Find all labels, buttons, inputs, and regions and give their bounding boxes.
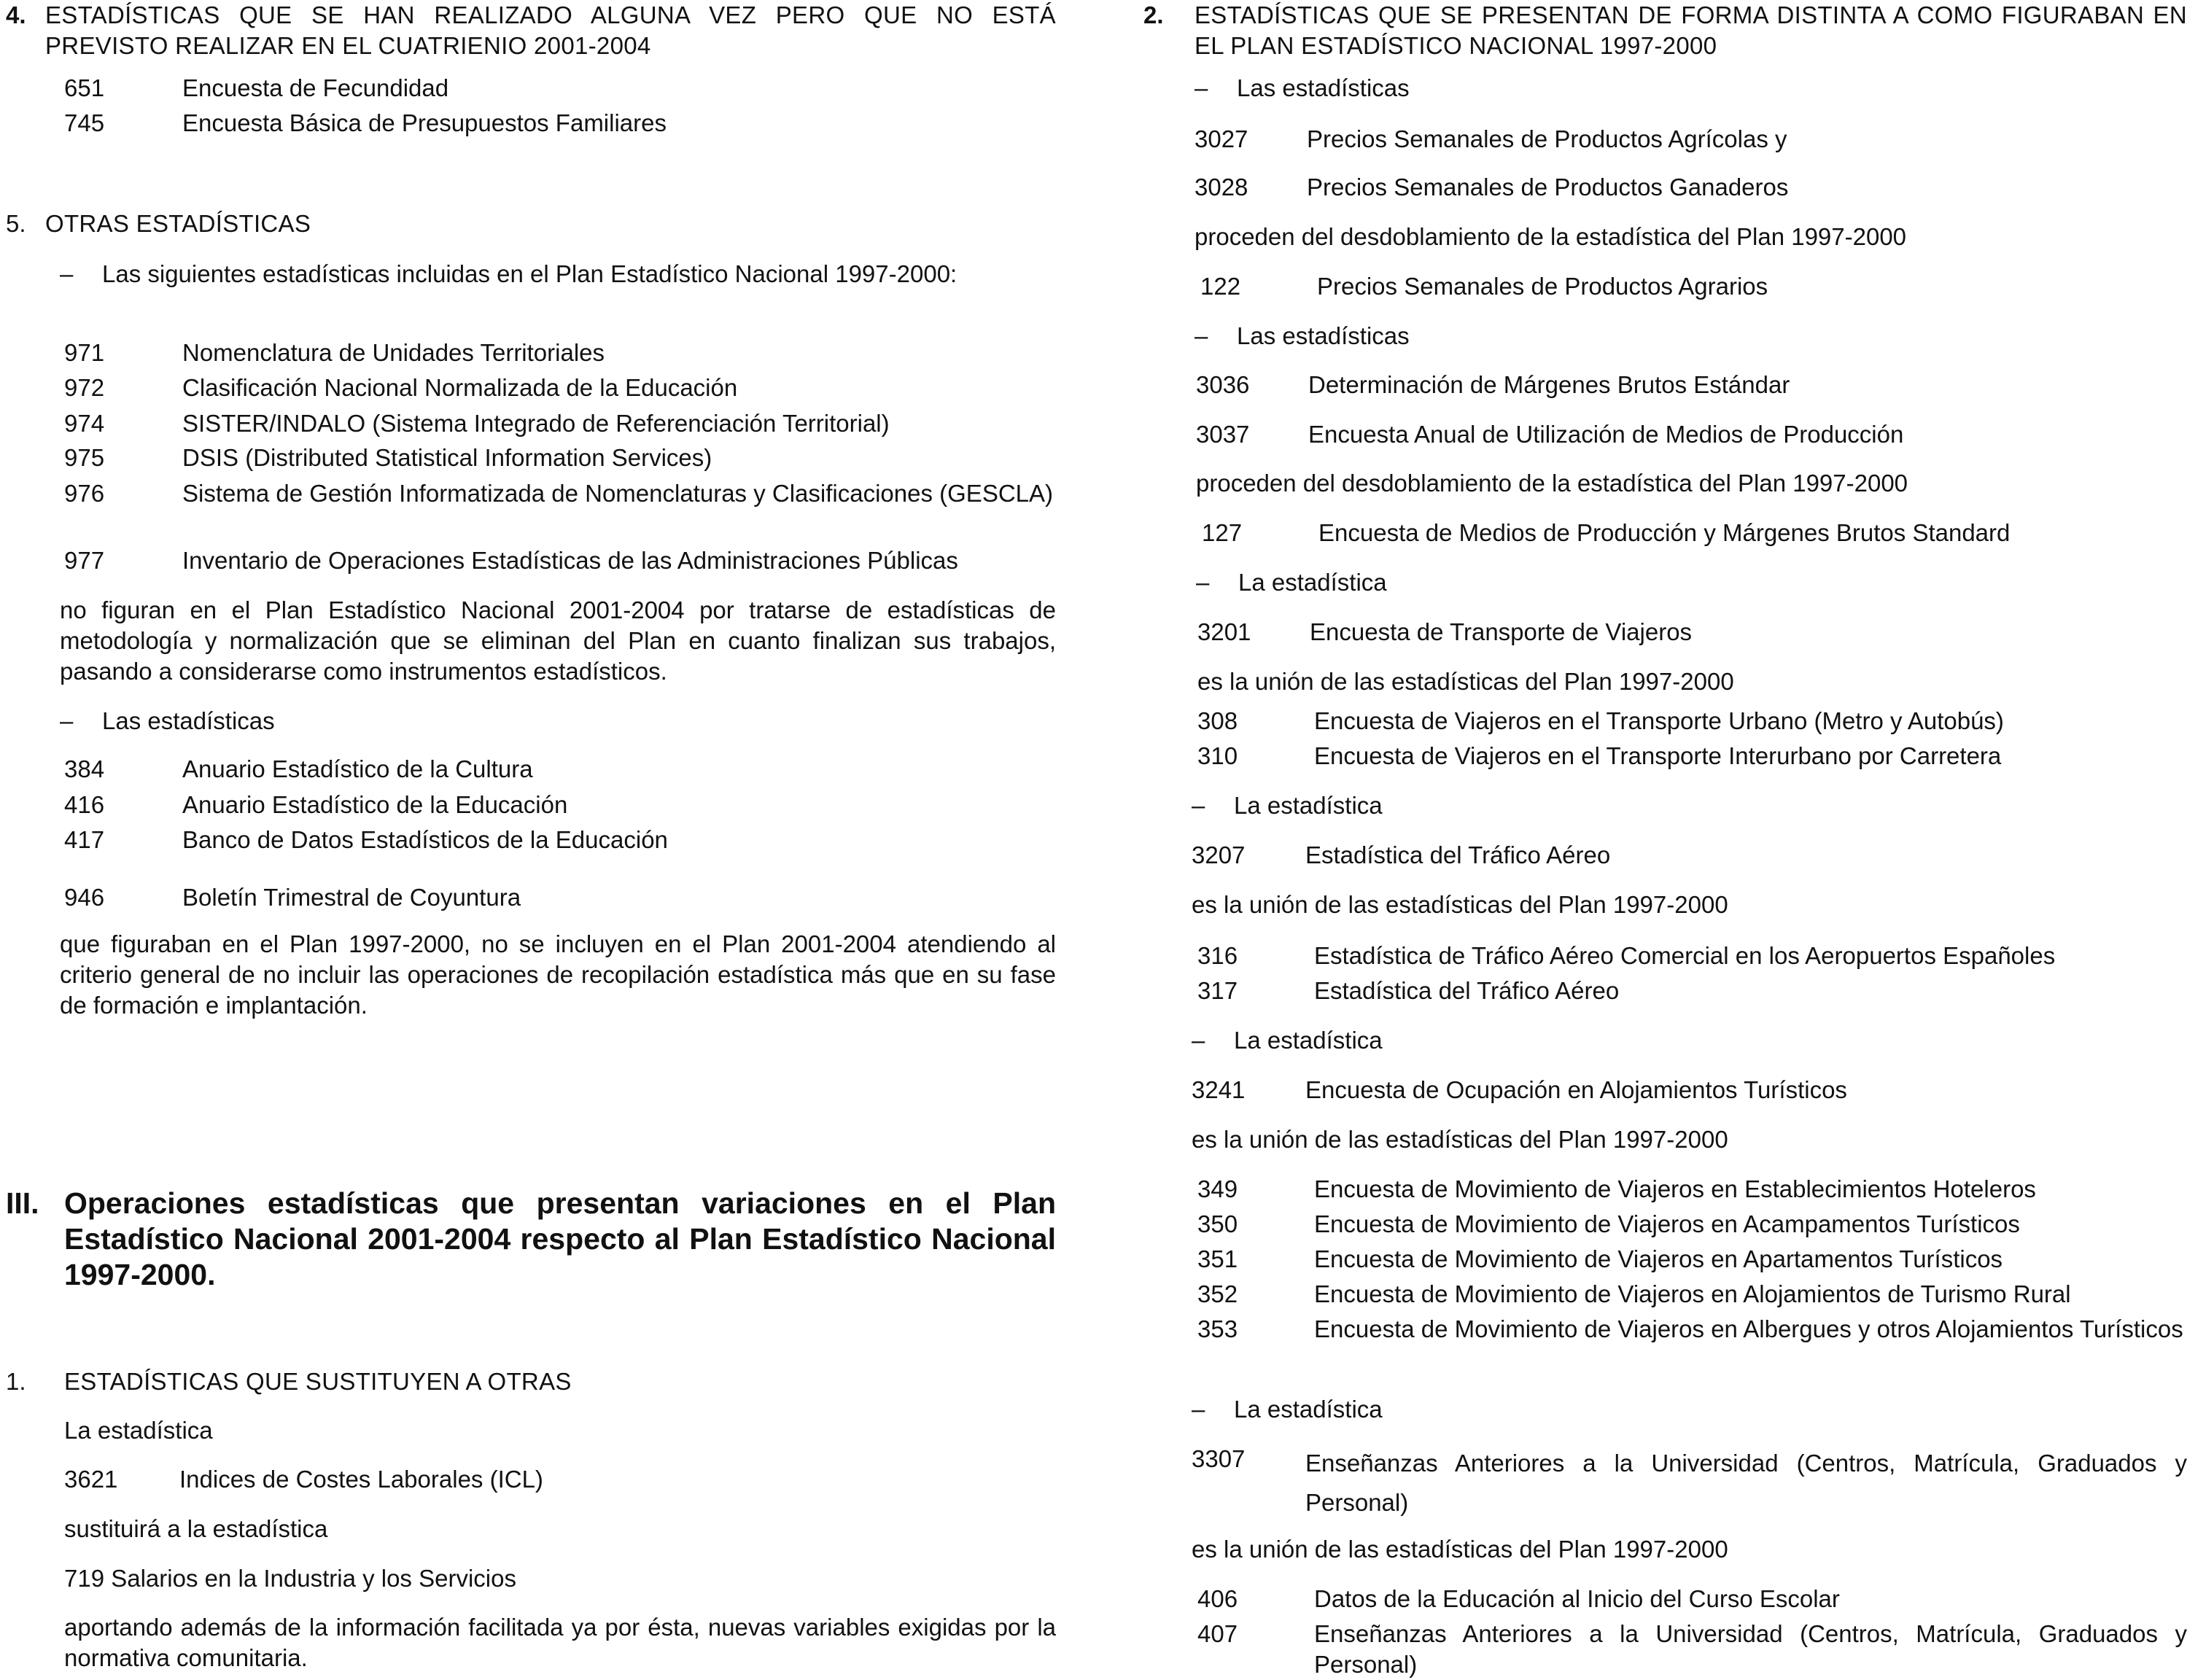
- la-estadistica-label: La estadística: [1234, 792, 1383, 819]
- item-name: Banco de Datos Estadísticos de la Educación: [182, 826, 668, 853]
- item-name: Anuario Estadístico de la Educación: [182, 791, 568, 818]
- item-code: 3036: [1196, 371, 1250, 398]
- item-code: 406: [1197, 1585, 1238, 1612]
- section-5-intro: Las siguientes estadísticas incluidas en el Plan Estadístico Nacional 1997-2000:: [102, 260, 957, 287]
- item-code: 310: [1197, 742, 1238, 769]
- item-code: 317: [1197, 977, 1238, 1004]
- left-column: [0, 0, 1065, 1677]
- item-name: Estadística del Tráfico Aéreo: [1314, 977, 1620, 1004]
- item-name: Clasificación Nacional Normalizada de la Educación: [182, 374, 738, 401]
- item-name: Boletín Trimestral de Coyuntura: [182, 884, 521, 911]
- section-1-title: ESTADÍSTICAS QUE SUSTITUYEN A OTRAS: [64, 1368, 572, 1395]
- item-code: 975: [64, 444, 105, 471]
- item-code: 350: [1197, 1210, 1238, 1237]
- section-III-number: III.: [6, 1186, 39, 1220]
- las-estadisticas-label: Las estadísticas: [1237, 74, 1410, 101]
- item-name: Encuesta de Viajeros en el Transporte Urbano (Metro y Autobús): [1314, 707, 2004, 734]
- item-code: 3027: [1195, 125, 1248, 152]
- item-name: Encuesta de Movimiento de Viajeros en Establecimientos Hoteleros: [1314, 1175, 2036, 1202]
- item-code: 977: [64, 547, 105, 574]
- item-code: 974: [64, 410, 105, 437]
- sustituira-label: sustituirá a la estadística: [64, 1515, 328, 1542]
- item-code: 3307: [1192, 1445, 1246, 1472]
- union-label: es la unión de las estadísticas del Plan 1997-2000: [1197, 668, 1734, 695]
- item-name: Enseñanzas Anteriores a la Universidad (Centros, Matrícula, Graduados y Personal): [1314, 1620, 2187, 1678]
- la-estadistica-label: La estadística: [64, 1417, 213, 1444]
- item-code: 353: [1197, 1315, 1238, 1342]
- item-name: Encuesta de Viajeros en el Transporte Interurbano por Carretera: [1314, 742, 2002, 769]
- replaced-item: 719 Salarios en la Industria y los Servicios: [64, 1565, 516, 1592]
- dash: –: [60, 260, 74, 287]
- item-name: Determinación de Márgenes Brutos Estándar: [1308, 371, 1790, 398]
- section-III-title: Operaciones estadísticas que presentan variaciones en el Plan Estadístico Nacional 2001-2004 respecto al Plan Estadístico Nacional 1997-2000.: [64, 1186, 1056, 1291]
- dash: –: [1192, 1396, 1205, 1423]
- proceden-label: proceden del desdoblamiento de la estadística del Plan 1997-2000: [1196, 470, 1908, 497]
- item-code: 3028: [1195, 174, 1248, 201]
- section-4-number: 4.: [6, 1, 26, 28]
- item-name: Nomenclatura de Unidades Territoriales: [182, 339, 605, 366]
- dash: –: [1192, 792, 1205, 819]
- item-code: 416: [64, 791, 105, 818]
- section-1-paragraph: aportando además de la información facilitada ya por ésta, nuevas variables exigidas por la normativa comunitaria.: [64, 1614, 1056, 1671]
- dash: –: [1195, 74, 1208, 101]
- las-estadisticas-label: Las estadísticas: [1237, 322, 1410, 349]
- item-name: Encuesta de Movimiento de Viajeros en Apartamentos Turísticos: [1314, 1245, 2003, 1272]
- section-5-paragraph-1: no figuran en el Plan Estadístico Nacional 2001-2004 por tratarse de estadísticas de metodología y normalización que se eliminan del Plan en cuanto finalizan sus trabajos, pasando a considerarse como instrumentos estadísticos.: [60, 596, 1056, 685]
- item-name: Encuesta de Medios de Producción y Márgenes Brutos Standard: [1318, 519, 2011, 546]
- item-name: Sistema de Gestión Informatizada de Nomenclaturas y Clasificaciones (GESCLA): [182, 480, 1054, 507]
- item-code: 349: [1197, 1175, 1238, 1202]
- item-name: Encuesta de Ocupación en Alojamientos Turísticos: [1305, 1076, 1847, 1103]
- dash: –: [1195, 322, 1208, 349]
- dash: –: [1192, 1027, 1205, 1054]
- item-name: SISTER/INDALO (Sistema Integrado de Referenciación Territorial): [182, 410, 890, 437]
- item-code: 352: [1197, 1280, 1238, 1307]
- item-code: 971: [64, 339, 105, 366]
- item-code: 651: [64, 74, 105, 101]
- item-name: DSIS (Distributed Statistical Information Services): [182, 444, 712, 471]
- item-code: 745: [64, 109, 105, 136]
- item-name: Encuesta Anual de Utilización de Medios de Producción: [1308, 421, 1904, 448]
- dash: –: [1196, 569, 1210, 596]
- section-2-number: 2.: [1143, 1, 1164, 28]
- item-name: Encuesta de Movimiento de Viajeros en Acampamentos Turísticos: [1314, 1210, 2020, 1237]
- proceden-label: proceden del desdoblamiento de la estadística del Plan 1997-2000: [1195, 223, 1907, 250]
- item-name: Anuario Estadístico de la Cultura: [182, 755, 533, 782]
- union-label: es la unión de las estadísticas del Plan 1997-2000: [1192, 1536, 1728, 1563]
- section-5-title: OTRAS ESTADÍSTICAS: [45, 210, 311, 237]
- item-code: 316: [1197, 942, 1238, 969]
- item-code: 3207: [1192, 841, 1246, 868]
- item-code: 3621: [64, 1466, 118, 1493]
- item-name: Enseñanzas Anteriores a la Universidad (Centros, Matrícula, Graduados y Personal): [1305, 1450, 2187, 1516]
- item-name: Inventario de Operaciones Estadísticas de las Administraciones Públicas: [182, 547, 958, 574]
- section-5-paragraph-2: que figuraban en el Plan 1997-2000, no se incluyen en el Plan 2001-2004 atendiendo al criterio general de no incluir las operaciones de recopilación estadística más que en su fase de formación e implantación.: [60, 930, 1056, 1019]
- las-estadisticas-label: Las estadísticas: [102, 707, 275, 734]
- section-1-number: 1.: [6, 1368, 26, 1395]
- section-2-title: ESTADÍSTICAS QUE SE PRESENTAN DE FORMA DISTINTA A COMO FIGURABAN EN EL PLAN ESTADÍSTICO NACIONAL 1997-2000: [1195, 1, 2187, 59]
- item-name: Precios Semanales de Productos Agrarios: [1317, 273, 1768, 300]
- item-name: Precios Semanales de Productos Ganaderos: [1307, 174, 1789, 201]
- item-name: Encuesta de Movimiento de Viajeros en Albergues y otros Alojamientos Turísticos: [1314, 1315, 2183, 1342]
- item-code: 351: [1197, 1245, 1238, 1272]
- item-code: 976: [64, 480, 105, 507]
- item-code: 3201: [1197, 618, 1251, 645]
- item-name: Encuesta de Transporte de Viajeros: [1310, 618, 1693, 645]
- item-name: Encuesta de Fecundidad: [182, 74, 449, 101]
- la-estadistica-label: La estadística: [1234, 1027, 1383, 1054]
- item-name: Precios Semanales de Productos Agrícolas y: [1307, 125, 1787, 152]
- section-4-title: ESTADÍSTICAS QUE SE HAN REALIZADO ALGUNA VEZ PERO QUE NO ESTÁ PREVISTO REALIZAR EN EL CUATRIENIO 2001-2004: [45, 1, 1056, 59]
- item-code: 417: [64, 826, 105, 853]
- la-estadistica-label: La estadística: [1238, 569, 1387, 596]
- item-name: Indices de Costes Laborales (ICL): [179, 1466, 543, 1493]
- right-column: [1143, 0, 2187, 1678]
- section-5-number: 5.: [6, 210, 26, 237]
- item-name: Estadística del Tráfico Aéreo: [1305, 841, 1611, 868]
- item-code: 308: [1197, 707, 1238, 734]
- item-name: Encuesta de Movimiento de Viajeros en Alojamientos de Turismo Rural: [1314, 1280, 2071, 1307]
- item-name: Encuesta Básica de Presupuestos Familiares: [182, 109, 667, 136]
- item-code: 407: [1197, 1620, 1238, 1647]
- la-estadistica-label: La estadística: [1234, 1396, 1383, 1423]
- item-code: 384: [64, 755, 105, 782]
- item-name: Estadística de Tráfico Aéreo Comercial en los Aeropuertos Españoles: [1314, 942, 2056, 969]
- item-name: Datos de la Educación al Inicio del Curso Escolar: [1314, 1585, 1840, 1612]
- union-label: es la unión de las estadísticas del Plan 1997-2000: [1192, 1126, 1728, 1153]
- item-code: 3037: [1196, 421, 1250, 448]
- item-code: 946: [64, 884, 105, 911]
- item-code: 122: [1200, 273, 1241, 300]
- union-label: es la unión de las estadísticas del Plan 1997-2000: [1192, 891, 1728, 918]
- dash: –: [60, 707, 74, 734]
- item-code: 3241: [1192, 1076, 1246, 1103]
- item-code: 127: [1202, 519, 1243, 546]
- item-code: 972: [64, 374, 105, 401]
